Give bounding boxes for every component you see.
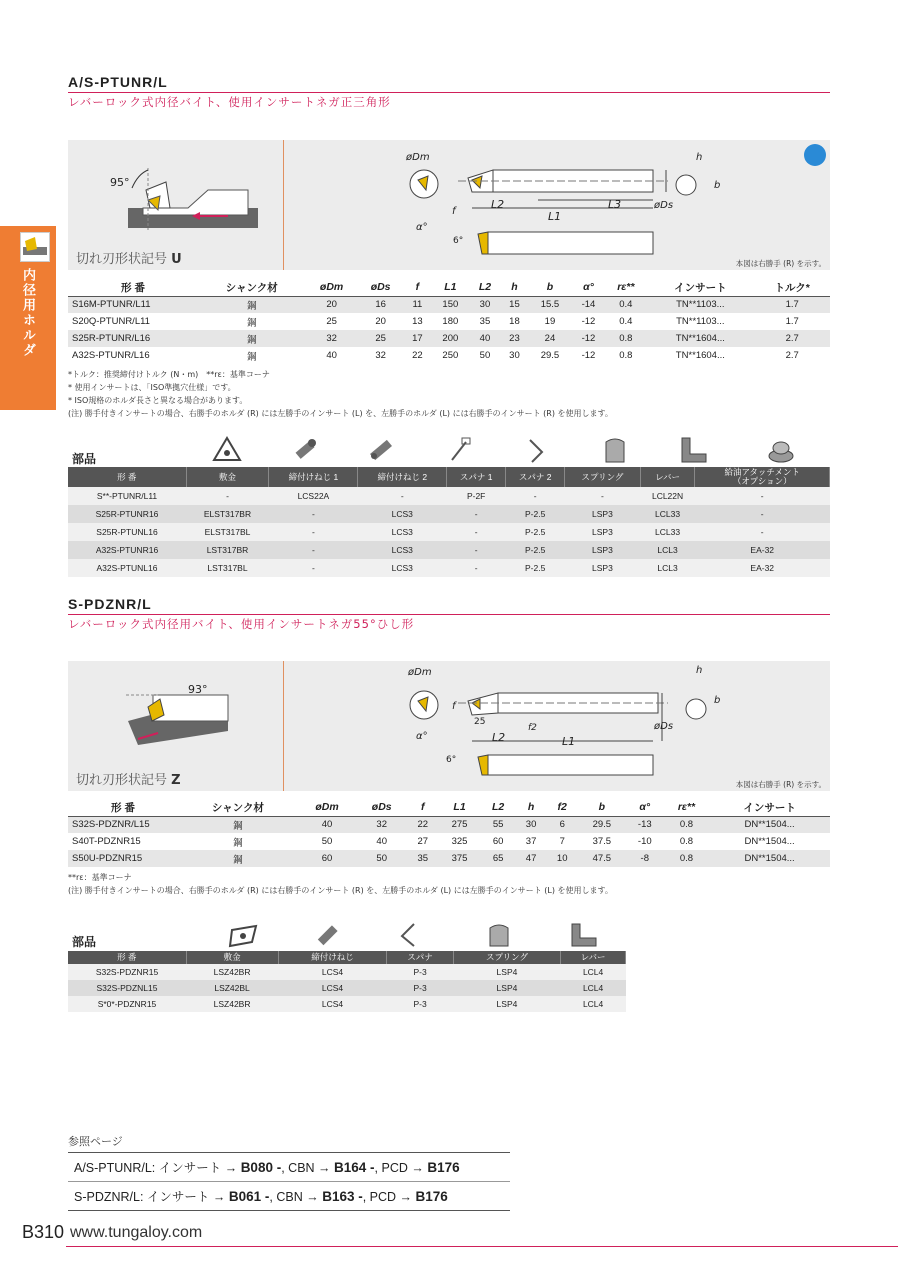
table-cell: LCL33 [640, 505, 695, 523]
table-cell: S25R-PTUNR/L16 [68, 330, 198, 347]
table-cell: 20 [305, 296, 357, 313]
table-row [68, 850, 830, 867]
dim-dm: øDm [406, 152, 430, 163]
table-cell: 17 [403, 330, 431, 347]
table-cell: 2.7 [785, 350, 799, 361]
parts-header: 締付けねじ 2 [358, 467, 447, 487]
table-cell: DN**1504... [709, 850, 830, 867]
table-cell: LSZ42BR [186, 996, 278, 1012]
dim-l1: L1 [562, 735, 576, 748]
table-cell: 65 [481, 850, 516, 867]
spec-header: L1 [431, 279, 469, 296]
reference-title: 参照ページ [68, 1135, 123, 1148]
screw1-icon [290, 436, 320, 464]
table-cell: LSP4 [453, 996, 561, 1012]
table-cell: LCL4 [561, 964, 626, 980]
table-cell: 150 [431, 296, 469, 313]
reference-row: S-PDZNR/L: インサート → B061 -, CBN → B163 -, PCD → B176 [68, 1182, 510, 1211]
table-cell: LCS3 [358, 523, 447, 541]
dim-25: 25 [474, 717, 486, 727]
page-number: B310 [22, 1222, 65, 1242]
table-cell: 7 [559, 836, 565, 847]
parts-header: 締付けねじ 1 [269, 467, 358, 487]
table-row [68, 505, 830, 523]
table-cell: 60 [492, 836, 504, 847]
table-cell: LCL22N [640, 487, 695, 505]
spec-header: α° [572, 279, 606, 296]
side-tab-icon [20, 232, 50, 262]
table-cell: 60 [298, 850, 356, 867]
table-cell: - [447, 505, 506, 523]
table-cell: 15.5 [528, 296, 571, 313]
table-cell: P-3 [387, 964, 453, 980]
table-cell: - [269, 559, 358, 577]
table-cell: LSP3 [565, 523, 641, 541]
parts-header: スパナ [387, 951, 453, 964]
table-cell: 13 [412, 316, 423, 327]
table-cell: LSZ42BR [186, 964, 278, 980]
parts-header-row [68, 467, 830, 487]
table-cell: 29.5 [540, 350, 560, 361]
lever-icon [676, 436, 710, 464]
table-cell: 40 [469, 330, 500, 347]
table-cell: -13 [626, 816, 664, 833]
table-cell: S40T-PDZNR15 [72, 836, 141, 847]
table-cell: 55 [481, 816, 516, 833]
shim-icon [228, 924, 258, 948]
table-row [68, 487, 830, 505]
dim-ds: øDs [654, 200, 674, 211]
table-cell: -8 [626, 850, 664, 867]
table-cell: LSP4 [453, 980, 561, 996]
spec-header-row [68, 279, 830, 296]
dim-h: h [696, 665, 703, 676]
note-line: (注) 勝手付きインサートの場合、右勝手のホルダ (R) には左勝手のインサート (L) を、左勝手のホルダ (L) には右勝手のインサート (R) を使用します。 [68, 409, 613, 418]
table-cell: - [695, 487, 830, 505]
table-cell: 0.8 [619, 350, 633, 361]
table-cell: 15 [501, 296, 529, 313]
table-cell: P-3 [387, 996, 453, 1012]
parts-header: 形 番 [68, 467, 186, 487]
table-cell: 32 [356, 816, 407, 833]
table-cell: - [506, 487, 565, 505]
parts-header: 締付けねじ [278, 951, 387, 964]
spec-header: 形 番 [68, 279, 198, 296]
table-cell: 0.8 [605, 330, 646, 347]
table-cell: 23 [501, 330, 529, 347]
spec-header: øDm [298, 799, 356, 816]
spec-header: f [403, 279, 431, 296]
table-row [68, 833, 830, 850]
parts-header: スパナ 2 [506, 467, 565, 487]
diagram-divider [283, 661, 284, 791]
table-cell: - [565, 487, 641, 505]
table-cell: LCL3 [640, 541, 695, 559]
dim-l1: L1 [548, 210, 562, 223]
table-cell: 2.7 [754, 330, 830, 347]
note-line: * 使用インサートは、「ISO準拠穴仕様」です。 [68, 383, 236, 392]
table-cell: 18 [509, 316, 520, 327]
table-cell: S**-PTUNR/L11 [68, 487, 186, 505]
section2-title: S-PDZNR/L [68, 596, 152, 612]
section1-spec-table [68, 279, 830, 364]
table-cell: 375 [438, 850, 480, 867]
table-cell: 50 [479, 350, 491, 361]
parts-header: レバー [640, 467, 695, 487]
section2-subtitle: レバーロック式内径用バイト、使用インサートネガ55°ひし形 [68, 617, 415, 631]
table-cell: - [447, 559, 506, 577]
note-line: *トルク：推奨締付けトルク (N・m) **rε：基準コーナ [68, 370, 270, 379]
table-cell: LSP4 [453, 964, 561, 980]
right-hand-note: 本図は右勝手 (R) を示す。 [735, 259, 826, 268]
wrench-icon [396, 922, 426, 948]
table-cell: S25R-PTUNR16 [68, 505, 186, 523]
table-cell: 37.5 [592, 836, 612, 847]
section2-parts-table [68, 951, 626, 1012]
table-cell: 40 [298, 816, 356, 833]
footer-url[interactable]: www.tungaloy.com [70, 1224, 203, 1241]
spec-header: rε** [605, 279, 646, 296]
side-tab-label: 内径用ホルダ [20, 268, 35, 358]
dim-six: 6° [446, 755, 457, 765]
table-cell: 1.7 [754, 296, 830, 313]
spec-header: h [516, 799, 547, 816]
coolant-icon [804, 144, 826, 166]
table-cell: P-3 [387, 980, 453, 996]
spring-icon [600, 436, 630, 464]
table-row [68, 964, 626, 980]
table-cell: 0.8 [664, 816, 710, 833]
table-cell: 鋼 [246, 351, 257, 363]
table-cell: LSP3 [565, 559, 641, 577]
table-cell: 50 [321, 836, 333, 847]
shim-icon [212, 436, 242, 464]
spec-header: b [528, 279, 571, 296]
table-row [68, 523, 830, 541]
section2-parts-label: 部品 [72, 935, 97, 949]
table-cell: -12 [581, 316, 596, 327]
parts-header: 給油アタッチメント （オプション） [695, 467, 830, 487]
spec-header: トルク* [754, 279, 830, 296]
oil-attachment-icon [766, 436, 796, 464]
table-cell: TN**1604... [646, 330, 754, 347]
table-cell: TN**1103... [676, 316, 725, 327]
table-cell: DN**1504... [744, 836, 795, 847]
table-cell: LST317BL [186, 559, 269, 577]
table-cell: LSZ42BL [186, 980, 278, 996]
table-cell: 19 [544, 316, 556, 327]
reference-box [68, 1152, 510, 1211]
table-cell: P-2.5 [506, 505, 565, 523]
table-row [68, 816, 830, 833]
table-cell: - [269, 523, 358, 541]
table-cell: 40 [326, 350, 337, 361]
parts-header: レバー [561, 951, 626, 964]
table-row [68, 980, 626, 996]
dim-alpha: α° [416, 731, 428, 742]
table-cell: 24 [528, 330, 571, 347]
spec-header: インサート [709, 799, 830, 816]
spec-header: L2 [469, 279, 500, 296]
section1-subtitle: レバーロック式内径バイト、使用インサートネガ正三角形 [68, 95, 391, 109]
table-cell: S25R-PTUNL16 [68, 523, 186, 541]
parts-header: 敷金 [186, 951, 278, 964]
note-line: (注) 勝手付きインサートの場合、右勝手のホルダ (R) には右勝手のインサート (R) を、左勝手のホルダ (L) には左勝手のインサート (L) を使用します。 [68, 886, 613, 895]
dim-l3: L3 [608, 198, 622, 211]
table-cell: LCS3 [358, 559, 447, 577]
right-hand-note: 本図は右勝手 (R) を示す。 [735, 780, 826, 789]
table-cell: 325 [451, 836, 468, 847]
spec-header: シャンク材 [178, 799, 298, 816]
table-cell: - [269, 541, 358, 559]
table-cell: -14 [572, 296, 606, 313]
spec-header: インサート [646, 279, 754, 296]
table-cell: LCS4 [278, 996, 387, 1012]
table-cell: LCS22A [269, 487, 358, 505]
spec-header: f2 [547, 799, 578, 816]
table-cell: S32S-PDZNL15 [68, 980, 186, 996]
table-cell: 25 [326, 316, 337, 327]
wrench1-icon [446, 436, 476, 464]
table-cell: 35 [407, 850, 438, 867]
parts-header-row [68, 951, 626, 964]
table-cell: - [695, 505, 830, 523]
section1-title: A/S-PTUNR/L [68, 74, 168, 90]
table-cell: 29.5 [578, 816, 626, 833]
parts-header: 形 番 [68, 951, 186, 964]
dim-dm: øDm [408, 667, 432, 678]
dim-f2: f2 [528, 723, 537, 733]
reference-row: A/S-PTUNR/L: インサート → B080 -, CBN → B164 -, PCD → B176 [68, 1153, 510, 1182]
screw-icon [312, 922, 342, 948]
table-cell: A32S-PTUNR16 [68, 541, 186, 559]
table-row [68, 330, 830, 347]
angle-label: 93° [188, 683, 208, 696]
table-cell: LCL3 [640, 559, 695, 577]
section2-divider [68, 614, 830, 615]
table-cell: TN**1604... [675, 350, 725, 361]
cutting-edge-u-icon [88, 160, 268, 240]
table-cell: -12 [581, 350, 596, 361]
table-cell: 180 [442, 316, 459, 327]
table-cell: 37 [525, 836, 537, 847]
table-cell: EA-32 [695, 541, 830, 559]
table-cell: 16 [358, 296, 404, 313]
table-cell: ELST317BL [186, 523, 269, 541]
table-cell: 鋼 [246, 317, 257, 329]
note-line: **rε：基準コーナ [68, 873, 132, 882]
table-row [68, 296, 830, 313]
table-cell: 250 [442, 350, 459, 361]
table-cell: 鋼 [233, 837, 243, 849]
dim-f: f [452, 206, 456, 217]
spec-header: øDs [358, 279, 404, 296]
parts-header: スプリング [453, 951, 561, 964]
table-cell: 0.8 [679, 836, 694, 847]
dim-six: 6° [453, 236, 464, 246]
table-cell: 0.4 [605, 296, 646, 313]
spring-icon [484, 922, 514, 948]
side-tab [0, 226, 56, 410]
parts-header: スプリング [565, 467, 641, 487]
table-cell: - [447, 523, 506, 541]
dim-h: h [696, 152, 703, 163]
table-row [68, 559, 830, 577]
table-cell: P-2F [447, 487, 506, 505]
table-cell: LSP3 [565, 541, 641, 559]
table-cell: - [269, 505, 358, 523]
section2-diagram [68, 661, 830, 791]
spec-header: b [578, 799, 626, 816]
table-cell: 20 [375, 316, 386, 327]
table-cell: EA-32 [695, 559, 830, 577]
dim-ds: øDs [654, 721, 674, 732]
table-cell: 10 [547, 850, 578, 867]
table-cell: S*0*-PDZNR15 [68, 996, 186, 1012]
table-cell: - [695, 523, 830, 541]
lever-icon [566, 922, 600, 948]
table-cell: 11 [403, 296, 431, 313]
section2-spec-table [68, 799, 830, 867]
table-row [68, 347, 830, 364]
table-cell: 鋼 [198, 296, 305, 313]
table-cell: DN**1504... [709, 816, 830, 833]
table-cell: 32 [375, 350, 386, 361]
table-cell: 47.5 [578, 850, 626, 867]
table-row [68, 313, 830, 330]
table-cell: -12 [572, 330, 606, 347]
table-cell: TN**1103... [646, 296, 754, 313]
spec-header: 形 番 [68, 799, 178, 816]
table-cell: -10 [637, 836, 652, 847]
section2-notes [68, 871, 613, 897]
spec-header-row [68, 799, 830, 816]
table-cell: P-2.5 [506, 559, 565, 577]
table-cell: 0.4 [619, 316, 633, 327]
dim-f: f [452, 701, 456, 712]
table-cell: 47 [516, 850, 547, 867]
table-cell: ELST317BR [186, 505, 269, 523]
table-cell: S16M-PTUNR/L11 [68, 296, 198, 313]
table-cell: LST317BR [186, 541, 269, 559]
table-cell: 鋼 [178, 816, 298, 833]
table-cell: 30 [469, 296, 500, 313]
table-cell: - [358, 487, 447, 505]
section1-notes [68, 368, 613, 420]
table-cell: LCS4 [278, 964, 387, 980]
angle-label: 95° [110, 176, 130, 189]
section1-diagram [68, 140, 830, 270]
table-cell: LCL4 [561, 996, 626, 1012]
parts-header: スパナ 1 [447, 467, 506, 487]
table-cell: S50U-PDZNR15 [68, 850, 178, 867]
table-cell: 30 [516, 816, 547, 833]
spec-header: rε** [664, 799, 710, 816]
table-cell: 275 [438, 816, 480, 833]
spec-header: øDs [356, 799, 407, 816]
table-cell: 32 [305, 330, 357, 347]
table-cell: A32S-PTUNR/L16 [72, 350, 150, 361]
table-cell: LCS3 [358, 505, 447, 523]
parts-header: 敷金 [186, 467, 269, 487]
table-cell: 35 [479, 316, 491, 327]
spec-header: α° [626, 799, 664, 816]
spec-header: L2 [481, 799, 516, 816]
dim-l2: L2 [491, 198, 505, 211]
dim-alpha: α° [416, 222, 428, 233]
spec-header: h [501, 279, 529, 296]
table-cell: LCL33 [640, 523, 695, 541]
table-cell: - [186, 487, 269, 505]
table-cell: 40 [376, 836, 387, 847]
table-cell: 6 [547, 816, 578, 833]
table-row [68, 541, 830, 559]
screw2-icon [366, 436, 396, 464]
dim-b: b [714, 695, 721, 706]
dim-b: b [714, 180, 721, 191]
table-cell: LSP3 [565, 505, 641, 523]
spec-header: L1 [438, 799, 480, 816]
table-cell: 22 [412, 350, 423, 361]
table-cell: 鋼 [178, 850, 298, 867]
diagram-divider [283, 140, 284, 270]
section1-parts-label: 部品 [72, 452, 97, 466]
shape-code-label: 切れ刃形状記号 U [76, 252, 182, 267]
table-cell: - [447, 541, 506, 559]
spec-header: f [407, 799, 438, 816]
dim-l2: L2 [492, 731, 506, 744]
table-cell: LCS3 [358, 541, 447, 559]
shape-code-label: 切れ刃形状記号 Z [76, 773, 181, 788]
table-cell: LCL4 [561, 980, 626, 996]
table-cell: S32S-PDZNR/L15 [68, 816, 178, 833]
table-cell: P-2.5 [506, 523, 565, 541]
table-cell: LCS4 [278, 980, 387, 996]
table-cell: 22 [407, 816, 438, 833]
wrench2-icon [522, 436, 552, 464]
table-cell: 0.8 [664, 850, 710, 867]
table-row [68, 996, 626, 1012]
section1-parts-table [68, 467, 830, 577]
table-cell: 30 [509, 350, 520, 361]
table-cell: 50 [356, 850, 407, 867]
spec-header: シャンク材 [198, 279, 305, 296]
table-cell: P-2.5 [506, 541, 565, 559]
table-cell: 200 [431, 330, 469, 347]
section1-divider [68, 92, 830, 93]
table-cell: A32S-PTUNL16 [68, 559, 186, 577]
table-cell: 27 [417, 836, 429, 847]
table-cell: 1.7 [785, 316, 799, 327]
note-line: * ISO規格のホルダ長さと異なる場合があります。 [68, 396, 248, 405]
footer-line [66, 1246, 898, 1247]
table-cell: 25 [358, 330, 404, 347]
table-cell: 鋼 [198, 330, 305, 347]
table-cell: S20Q-PTUNR/L11 [72, 316, 150, 327]
spec-header: øDm [305, 279, 357, 296]
table-cell: S32S-PDZNR15 [68, 964, 186, 980]
